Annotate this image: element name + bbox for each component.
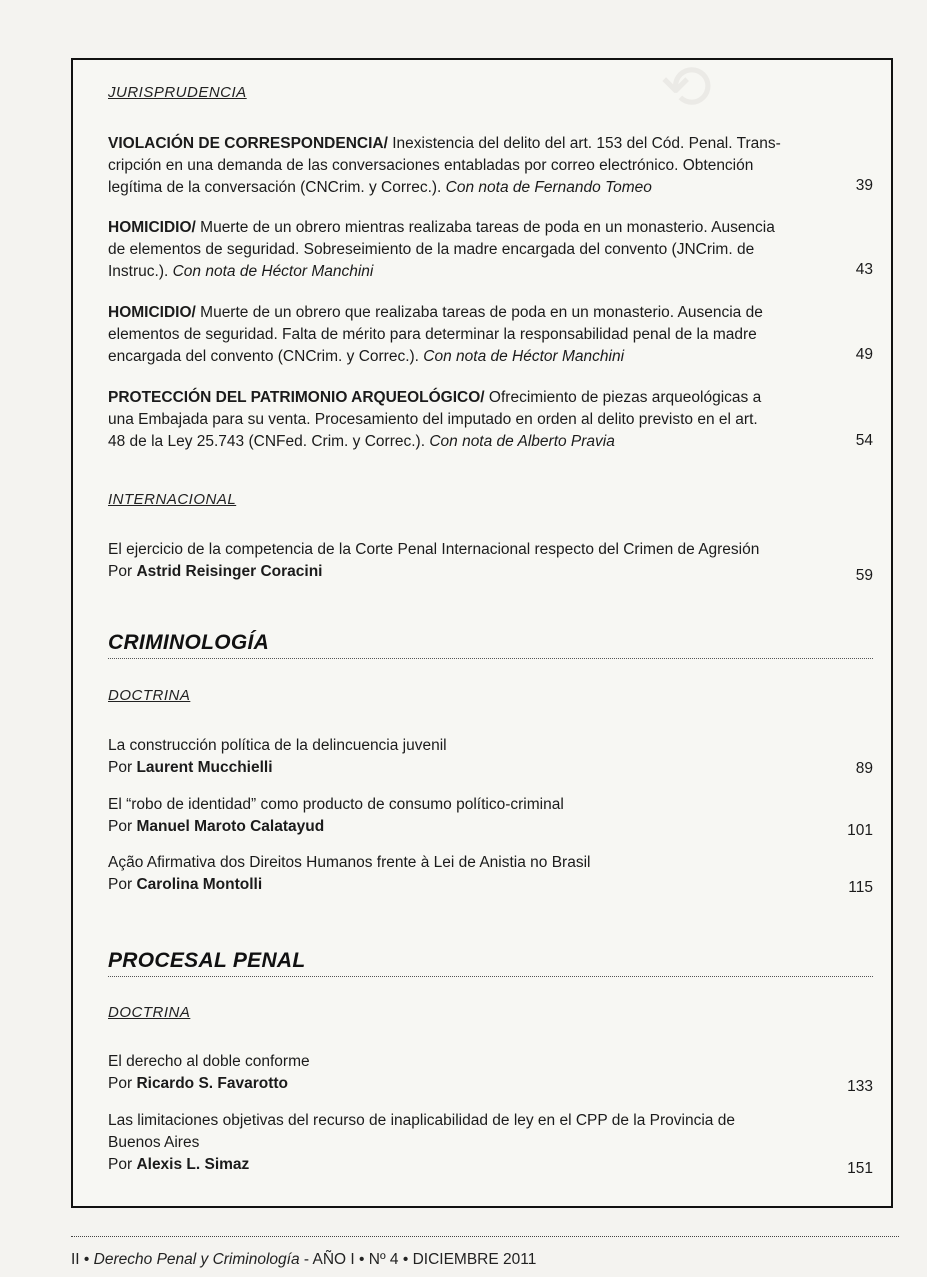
toc-entry-homicidio-2 <box>108 302 820 368</box>
entry-author: Carolina Montolli <box>136 876 263 893</box>
toc-entry-delincuencia-juvenil <box>108 735 820 779</box>
heading-divider <box>108 976 873 977</box>
page-number: 89 <box>855 760 873 777</box>
toc-entry-homicidio-1 <box>108 217 820 283</box>
footer-journal-title: Derecho Penal y Criminología <box>93 1251 300 1268</box>
entry-author: Manuel Maroto Calatayud <box>136 818 325 835</box>
page-number: 54 <box>855 432 873 449</box>
por-label: Por <box>108 759 133 776</box>
entry-title: HOMICIDIO/ <box>108 219 196 236</box>
entry-text: elementos de seguridad. Falta de mérito para determinar la responsabilidad penal de la madre <box>108 326 757 343</box>
section-heading-procesal-penal: PROCESAL PENAL <box>108 949 306 972</box>
entry-title: PROTECCIÓN DEL PATRIMONIO ARQUEOLÓGICO/ <box>108 389 485 406</box>
entry-author: Alexis L. Simaz <box>136 1156 250 1173</box>
entry-text: encargada del convento (CNCrim. y Correc.). <box>108 348 419 365</box>
entry-text: de elementos de seguridad. Sobreseimiento de la madre encargada del convento (JNCrim. de <box>108 241 755 258</box>
page-number: 49 <box>855 346 873 363</box>
page-number: 151 <box>847 1160 873 1177</box>
entry-text: Ofrecimiento de piezas arqueológicas a <box>488 389 762 406</box>
page-number: 115 <box>848 879 873 896</box>
entry-title: El ejercicio de la competencia de la Corte Penal Internacional respecto del Crimen de Agresión <box>108 541 760 558</box>
entry-title: El derecho al doble conforme <box>108 1053 310 1070</box>
page-number: 101 <box>847 822 873 839</box>
table-of-contents-frame <box>71 58 893 1208</box>
toc-entry-corte-penal-internacional <box>108 539 820 583</box>
entry-title: Ação Afirmativa dos Direitos Humanos frente à Lei de Anistia no Brasil <box>108 854 591 871</box>
entry-text: Inexistencia del delito del art. 153 del Cód. Penal. Trans- <box>392 135 781 152</box>
entry-title: HOMICIDIO/ <box>108 304 196 321</box>
entry-text: Muerte de un obrero que realizaba tareas de poda en un monasterio. Ausencia de <box>200 304 763 321</box>
page-number: 59 <box>855 567 873 584</box>
heading-divider <box>108 658 873 659</box>
section-label-doctrina: DOCTRINA <box>108 687 191 704</box>
footer-issue-info: - AÑO I • Nº 4 • DICIEMBRE 2011 <box>303 1251 537 1268</box>
entry-title: El “robo de identidad” como producto de consumo político-criminal <box>108 796 564 813</box>
entry-text: legítima de la conversación (CNCrim. y Correc.). <box>108 179 442 196</box>
por-label: Por <box>108 1156 133 1173</box>
entry-title: La construcción política de la delincuencia juvenil <box>108 737 447 754</box>
footer-divider <box>71 1236 899 1237</box>
page-number: 43 <box>855 261 873 278</box>
section-label-internacional: INTERNACIONAL <box>108 491 237 508</box>
toc-entry-patrimonio-arqueologico <box>108 387 820 453</box>
entry-author: Laurent Mucchielli <box>136 759 273 776</box>
entry-text: una Embajada para su venta. Procesamiento del imputado en orden al delito previsto en el art. <box>108 411 758 428</box>
entry-title: Buenos Aires <box>108 1134 200 1151</box>
entry-text: cripción en una demanda de las conversaciones entabladas por correo electrónico. Obtención <box>108 157 754 174</box>
entry-text: 48 de la Ley 25.743 (CNFed. Crim. y Correc.). <box>108 433 426 450</box>
por-label: Por <box>108 1075 133 1092</box>
section-heading-criminologia: CRIMINOLOGÍA <box>108 631 270 654</box>
entry-title: VIOLACIÓN DE CORRESPONDENCIA/ <box>108 135 388 152</box>
toc-entry-doble-conforme <box>108 1051 820 1095</box>
por-label: Por <box>108 563 133 580</box>
toc-entry-acao-afirmativa <box>108 852 820 896</box>
entry-text: Muerte de un obrero mientras realizaba tareas de poda en un monasterio. Ausencia <box>200 219 775 236</box>
entry-text: Instruc.). <box>108 263 169 280</box>
por-label: Por <box>108 818 133 835</box>
section-label-doctrina: DOCTRINA <box>108 1004 191 1021</box>
toc-entry-violacion-correspondencia <box>108 133 820 199</box>
por-label: Por <box>108 876 133 893</box>
entry-note: Con nota de Fernando Tomeo <box>445 179 652 196</box>
entry-note: Con nota de Héctor Manchini <box>423 348 625 365</box>
section-label-jurisprudencia: JURISPRUDENCIA <box>108 84 247 101</box>
page-number: 133 <box>847 1078 873 1095</box>
entry-note: Con nota de Alberto Pravia <box>429 433 615 450</box>
footer-page-prefix: II • <box>71 1251 90 1268</box>
entry-author: Ricardo S. Favarotto <box>136 1075 289 1092</box>
page-number: 39 <box>855 177 873 194</box>
entry-title: Las limitaciones objetivas del recurso de inaplicabilidad de ley en el CPP de la Provincia de <box>108 1112 735 1129</box>
entry-note: Con nota de Héctor Manchini <box>172 263 374 280</box>
page-footer <box>71 1251 536 1269</box>
entry-author: Astrid Reisinger Coracini <box>136 563 323 580</box>
toc-entry-limitaciones-recurso <box>108 1110 820 1176</box>
toc-entry-robo-de-identidad <box>108 794 820 838</box>
